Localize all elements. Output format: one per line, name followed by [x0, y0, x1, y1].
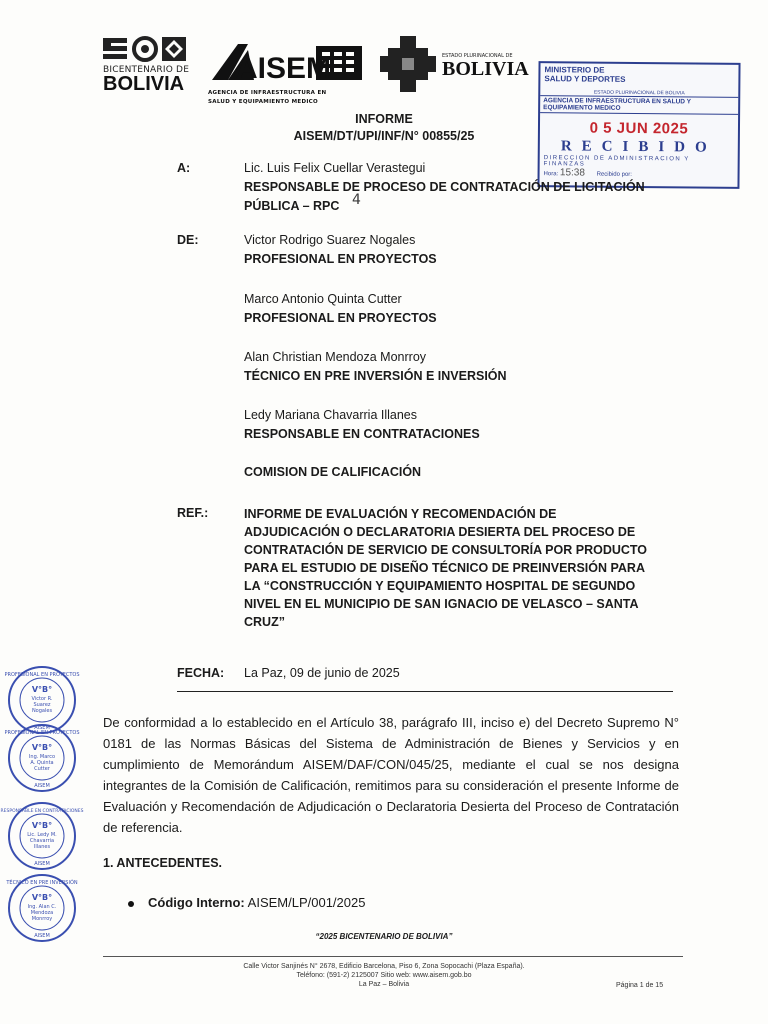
seal-1-name2: Suarez [33, 702, 51, 708]
from-person-3-role: TÉCNICO EN PRE INVERSIÓN E INVERSIÓN [244, 369, 507, 383]
to-label: A: [177, 161, 191, 175]
seal-4-name3: Monrroy [31, 916, 53, 922]
ref-line: ADJUDICACIÓN O DECLARATORIA DESIERTA DEL PROCESO DE [244, 525, 636, 539]
seal-4-top: TÉCNICO EN PRE INVERSIÓN [6, 880, 78, 886]
from-person-3-name: Alan Christian Mendoza Monrroy [244, 350, 427, 364]
bicentenario-logo [103, 36, 195, 93]
stamp-hora-row [540, 167, 738, 180]
seal-2-name3: Cutter [34, 766, 50, 772]
informe-code: AISEM/DT/UPI/INF/N° 00855/25 [293, 129, 475, 143]
bicentenario-mark-2-icon [103, 36, 129, 62]
ref-line: NIVEL EN EL MUNICIPIO DE SAN IGNACIO DE VELASCO – SANTA [244, 597, 639, 611]
seal-3 [0, 800, 84, 872]
aisem-wordmark-icon [208, 40, 368, 84]
seal-3-name2: Chavarria [29, 838, 55, 844]
from-person-4-name: Ledy Mariana Chavarria Illanes [244, 408, 418, 422]
bicentenario-mark-diamond-icon [161, 36, 187, 62]
bicentenario-marks [103, 36, 195, 62]
estado-bolivia-logo [380, 36, 530, 79]
seal-1-name3: Nogales [31, 708, 53, 714]
aisem-subtitle1: AGENCIA DE INFRAESTRUCTURA EN [208, 90, 327, 96]
aisem-logo [208, 40, 368, 106]
ref-line: LA “CONSTRUCCIÓN Y EQUIPAMIENTO HOSPITAL DE SEGUNDO [244, 579, 636, 593]
to-name: Lic. Luis Felix Cuellar Verastegui [244, 161, 426, 175]
bullet-value: AISEM/LP/001/2025 [244, 895, 366, 910]
stamp-hora-label: Hora: [543, 171, 559, 178]
stamp-recibe-label: Recibido por: [596, 171, 632, 178]
from-person-1-role: PROFESIONAL EN PROYECTOS [244, 252, 437, 266]
bicentenario-mark-0-icon [132, 36, 158, 62]
from-person-2-name: Marco Antonio Quinta Cutter [244, 292, 402, 306]
body-paragraph: De conformidad a lo establecido en el Artículo 38, parágrafo III, inciso e) del Decreto Supremo N° 0181 de las Normas Básicas del Sistema de Administración de Bienes y Servicios y en cumplimiento de Memorándum AISEM/DAF/CON/045/25, mediante el cual se nos designa integrantes de la Comisión de Calificación, remitimos para su consideración el presente Informe de Evaluación y Recomendación de Adjudicación o Declaratoria Desierta del Proceso de Contratación de referencia. [103, 715, 679, 835]
seal-1-bottom: AISEM [34, 725, 50, 731]
aisem-subtitle2: SALUD Y EQUIPAMIENTO MEDICO [208, 99, 318, 105]
bullet-dot-icon [128, 901, 134, 907]
stamp-direccion: DIRECCION DE ADMINISTRACION Y FINANZAS [543, 155, 690, 168]
estado-small: ESTADO PLURINACIONAL DE [442, 53, 513, 59]
footer-phone: Teléfono: (591-2) 2125007 Sitio web: www.aisem.gob.bo [296, 972, 472, 979]
seal-3-bottom: AISEM [34, 861, 50, 867]
footer-motto: “2025 BICENTENARIO DE BOLIVIA” [315, 932, 453, 941]
seal-4-bottom: AISEM [34, 933, 50, 939]
seal-3-name1: Lic. Ledy M. [27, 832, 57, 838]
ref-line: PARA EL ESTUDIO DE DISEÑO TÉCNICO DE PREINVERSIÓN PARA [244, 561, 645, 575]
header-divider [177, 691, 673, 692]
seal-1-name1: Victor R. [31, 696, 53, 702]
bicentenario-line1: BICENTENARIO DE [103, 65, 190, 75]
seal-1-vb: V°B° [31, 685, 53, 694]
section-antecedentes: 1. ANTECEDENTES. [103, 856, 223, 870]
seal-4-name1: Ing. Alan C. [27, 904, 57, 910]
ref-line: CRUZ” [244, 615, 285, 629]
from-person-4-role: RESPONSABLE EN CONTRATACIONES [244, 427, 480, 441]
bullet-codigo-interno [128, 895, 365, 910]
ref-label: REF.: [177, 506, 209, 520]
bullet-label: Código Interno: [148, 895, 245, 910]
seal-2-top: PROFESIONAL EN PROYECTOS [4, 730, 80, 736]
seal-2-vb: V°B° [31, 743, 53, 752]
aisem-name: AISEM [236, 52, 332, 85]
footer-divider [103, 956, 683, 957]
from-person-1-name: Victor Rodrigo Suarez Nogales [244, 233, 416, 247]
bicentenario-line2: BOLIVIA [103, 73, 185, 95]
stamp-date: 0 5 JUN 2025 [589, 119, 689, 138]
from-label: DE: [177, 233, 199, 247]
seal-4-vb: V°B° [31, 893, 53, 902]
committee-name: COMISION DE CALIFICACIÓN [244, 465, 422, 479]
seal-2 [6, 722, 84, 794]
stamp-recibido: RECIBIDO [560, 138, 717, 156]
seal-2-bottom: AISEM [34, 783, 50, 789]
page-number: Página 1 de 15 [616, 982, 664, 989]
footer-address: Calle Victor Sanjinés N° 2678, Edificio Barcelona, Piso 6, Zona Sopocachi (Plaza España). [243, 963, 525, 970]
stamp-ministerio1: MINISTERIO DE [544, 65, 605, 75]
informe-title: INFORME [355, 112, 413, 126]
stamp-agencia: AGENCIA DE INFRAESTRUCTURA EN SALUD Y EQUIPAMIENTO MEDICO [540, 95, 738, 115]
from-person-2-role: PROFESIONAL EN PROYECTOS [244, 311, 437, 325]
ref-line: INFORME DE EVALUACIÓN Y RECOMENDACIÓN DE [244, 507, 557, 521]
handwritten-mark: 4 [352, 192, 361, 208]
to-role2: PÚBLICA – RPC [244, 199, 340, 213]
seal-3-name3: Illanes [33, 844, 51, 850]
stamp-hora-value: 15:38 [559, 167, 586, 179]
seal-2-name1: Ing. Marco [28, 754, 56, 760]
footer-city: La Paz – Bolivia [358, 981, 410, 988]
fecha-label: FECHA: [177, 666, 225, 680]
seal-2-name2: A. Quinta [30, 760, 54, 766]
estado-big: BOLIVIA [442, 58, 529, 80]
stamp-estado: ESTADO PLURINACIONAL DE BOLIVIA [593, 89, 685, 97]
seal-4-name2: Mendoza [30, 910, 54, 916]
fecha-value: La Paz, 09 de junio de 2025 [244, 666, 400, 680]
chakana-icon [380, 36, 436, 92]
stamp-ministerio2: SALUD Y DEPORTES [544, 74, 626, 84]
ref-line: CONTRATACIÓN DE SERVICIO DE CONSULTORÍA POR PRODUCTO [244, 543, 648, 557]
seal-1-top: PROFESIONAL EN PROYECTOS [4, 672, 80, 678]
ref-text [244, 505, 684, 631]
to-role1: RESPONSABLE DE PROCESO DE CONTRATACIÓN DE LICITACIÓN [244, 180, 645, 194]
seal-3-top: RESPONSABLE EN CONTRATACIONES [0, 809, 84, 814]
seal-3-vb: V°B° [31, 821, 53, 830]
